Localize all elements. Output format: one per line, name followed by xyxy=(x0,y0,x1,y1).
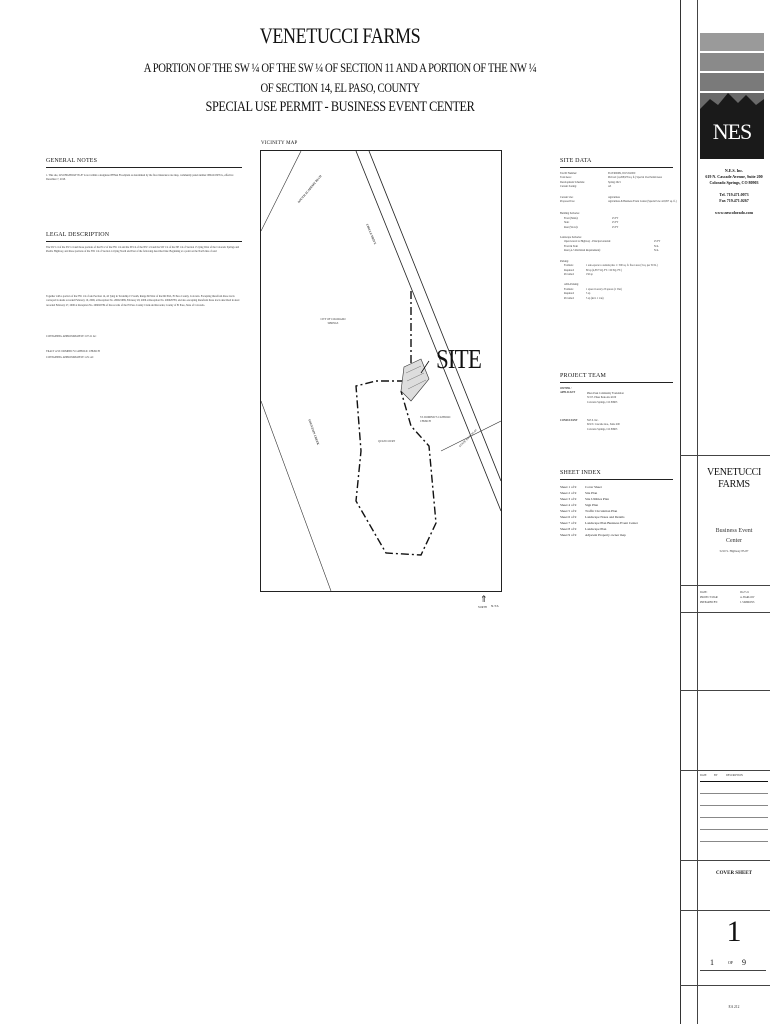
project-name-block xyxy=(700,467,768,491)
title-line-2: OF SECTION 14, EL PASO, COUNTY xyxy=(260,80,420,95)
sheet-index-row: Sheet 9 of 9 Adjacent Property owner map xyxy=(560,533,626,537)
ada-row: Provided: 5 sp (incl. 1 van) xyxy=(564,296,604,300)
pm-row: PROJECT MGR: A. BARLOW xyxy=(700,596,755,599)
map-label-highway: STATE HWY 85-87 xyxy=(458,428,479,449)
site-data-row: Tax ID Number: 6515300009, 6515312000 xyxy=(560,172,636,175)
project-sub-2: Center xyxy=(726,538,742,544)
site-data-row: Proposed Use: Agriculture & Business Event Center (Special Use 4-8,857 sq. ft.) xyxy=(560,200,677,204)
project-name-1: VENETUCCI xyxy=(707,467,761,478)
ada-heading: ADA Parking: xyxy=(564,283,579,287)
building-setbacks-heading: Building Setbacks: xyxy=(560,212,580,216)
legal-description-heading: LEGAL DESCRIPTION xyxy=(46,232,110,238)
revision-header: DATE BY DESCRIPTION xyxy=(700,774,743,777)
sheet-number: 1 xyxy=(726,915,742,948)
sheet-index-row: Sheet 2 of 9 Site Plan xyxy=(560,491,598,495)
owner-label: OWNER / APPLICANT xyxy=(560,387,576,395)
general-notes-heading: GENERAL NOTES xyxy=(46,158,98,164)
sheet-of-total: 9 xyxy=(742,958,746,967)
firm-name: N.E.S. Inc. xyxy=(724,168,744,173)
firm-block xyxy=(700,168,768,216)
nes-logo xyxy=(700,33,764,159)
site-data-row: Development Schedule: Spring 2021 xyxy=(560,180,621,184)
consultant-label: CONSULTANT xyxy=(560,419,578,422)
title-line-3: SPECIAL USE PERMIT - BUSINESS EVENT CENTER xyxy=(205,99,475,115)
sheet-index-row: Sheet 4 of 9 Sign Plan xyxy=(560,503,599,507)
north-label: NORTH xyxy=(478,606,487,609)
sheet-index-row: Sheet 5 of 9 Traffic Circulation Plan xyxy=(560,509,618,513)
site-data-row: Current Use: Agriculture xyxy=(560,195,620,199)
map-label-gate: QUATI COURT xyxy=(378,440,396,443)
prepared-row: PREPARED BY: J. SIMMONS xyxy=(700,601,755,604)
landscape-setbacks-heading: Landscape Setbacks: xyxy=(560,236,582,240)
setback-row: Rear (Worst): 25 FT xyxy=(564,225,619,229)
site-data-table xyxy=(560,172,678,301)
job-number: EA 212 xyxy=(728,1005,740,1009)
sheet-index-row: Sheet 6 of 9 Landscape Notes and Details xyxy=(560,515,625,519)
landscape-row: Front & Side: N/A xyxy=(564,244,659,248)
map-label-academy: SOUTH ACADEMY BLVD xyxy=(296,174,323,204)
date-row: DATE: 09.27.21 xyxy=(700,591,750,594)
sheet-of-word: OF xyxy=(728,960,734,965)
legal-paragraph-1: The SW 1/4 of the SW 1/4 and those portions of the E1/2 of the NW 1/4 and the SE1/4 of the NW 1/4 and the SW 1/4 of the NE 1/4 of Section 15 lying West of the Colorado Springs and Pueblo Highway, and those portions of the NW 1/4 of Section 14 lying North and East of the following described line: Beginning at a point on the North line of said xyxy=(46,246,240,254)
consultant-block: N.E.S. Inc. 619 N. Cascade Ave., Suite 200 Colorado Springs, CO 80903 xyxy=(587,419,620,431)
sheet-index-row: Sheet 1 of 9 Cover Sheet xyxy=(560,485,602,489)
firm-tel: Tel. 719.471.0073 xyxy=(719,192,749,197)
setback-row: Side: 25 FT xyxy=(564,221,619,225)
map-label-fountain: FOUNTAIN CREEK xyxy=(307,418,321,446)
parking-row: Required: 80 sp (4,857 SQ. FT. / 60 SQ. FT.) xyxy=(564,268,622,272)
site-data-row: Total Area: 96.6 AC (4,208,976 sq. ft.) Special Use Permit Area xyxy=(560,176,662,180)
owner-block: Pikes Peak Community Foundation 315 E. Pikes Peak Ave #100 Colorado Springs, CO 80903 xyxy=(587,392,624,404)
title-line-1: A PORTION OF THE SW ¼ OF THE SW ¼ OF SECTION 11 AND A PORTION OF THE NW ¼ xyxy=(143,60,537,75)
site-label: SITE xyxy=(435,344,482,374)
setback-row: Front (Main): 25 FT xyxy=(564,216,619,220)
margin-print-line xyxy=(20,690,23,1020)
map-label-city: CITY OF COLORADO SPRINGS xyxy=(320,318,346,326)
legal-acreage-1: CONTAINING APPROXIMATELY: 107.21 AC xyxy=(46,335,97,338)
legal-tract-a: TRACT A ST. DOMINIC'S CATHOLIC CHURCH xyxy=(46,350,100,353)
sheet-index-row: Sheet 7 of 9 Landscape Plan Business Event Center xyxy=(560,521,638,525)
ada-row: Required: 5 sp xyxy=(564,292,591,296)
sheet-index-list xyxy=(560,484,678,538)
legal-acreage-2: CONTAINING APPROXIMATELY: 4.51 AC xyxy=(46,356,94,359)
site-data-heading: SITE DATA xyxy=(560,158,592,164)
sheet-index-row: Sheet 8 of 9 Landscape Plan xyxy=(560,527,607,531)
sheet-title: COVER SHEET xyxy=(716,871,752,876)
legal-paragraph-2: Together with a portion of the NW 1/4 of said Section 14, all lying in Township 15 South, Range 66 West of the 6th P.M., El Paso County, Colorado. Excepting therefrom those tracts conveyed in deeds recorded February 10, 2006, at Reception No. 206021689, February 28, 2006 at Reception No. 206029783, and also excepting therefrom those tracts described in deed recorded February 27, 2006 at Reception No. 206029784 of the records of the El Paso County Clerk and Recorder, County of El Paso, State of Colorado. xyxy=(46,295,240,307)
parking-heading: Parking: xyxy=(560,259,569,263)
ada-row: Formula: 1 space in every 25 spaces (1 Van) xyxy=(564,287,622,291)
landscape-row: Open Gravel to Highway - Principal Arterial: 25 FT xyxy=(564,240,661,244)
vicinity-map-heading: VICINITY MAP xyxy=(261,141,298,146)
firm-fax: Fax 719.471.0267 xyxy=(719,198,749,203)
sheet-index-heading: SHEET INDEX xyxy=(560,470,601,476)
project-address: 5210 S. Highway 85-87 xyxy=(719,549,749,553)
map-label-church: ST. DOMINIC'S CATHOLIC CHURCH xyxy=(420,416,451,424)
general-note-1: 1. This site, 2252 HIGHWAY 85-87 is not within a designated FEMA Floodplain as determined by the flood insurance rate map, community panel number 08041C0976 G, effective December 7, 2018. xyxy=(46,174,234,182)
project-team-heading: PROJECT TEAM xyxy=(560,373,607,379)
sheet-of-current: 1 xyxy=(710,958,714,967)
nes-logo-text: NES xyxy=(712,119,752,144)
nts-label: N.T.S. xyxy=(491,604,500,608)
project-name-2: FARMS xyxy=(718,479,750,490)
date-block xyxy=(700,590,766,605)
firm-address-1: 619 N. Cascade Avenue, Suite 200 xyxy=(705,174,763,179)
landscape-row: Rear (A-5 Permitted Requirement): N/A xyxy=(564,249,659,253)
site-data-row: Current Zoning: A5 xyxy=(560,185,612,189)
parking-row: Provided: 150 sp xyxy=(564,272,593,276)
project-sub-1: Business Event xyxy=(715,528,753,534)
map-label-circle: CIRCLE DRIVE xyxy=(365,223,378,246)
firm-address-2: Colorado Springs, CO 80903 xyxy=(709,180,759,185)
north-arrow-icon: ⇑ xyxy=(480,594,488,604)
sheet-index-row: Sheet 3 of 9 Site Utilities Plan xyxy=(560,497,609,501)
firm-website[interactable]: www.nescolorado.com xyxy=(715,210,753,215)
parking-row: Formula: 1 auto-space to outside plus 1 / 500 sq. ft. floor area (3 sq. per 50 lb.) xyxy=(564,264,658,268)
project-title: VENETUCCI FARMS xyxy=(259,23,421,48)
project-sub-block xyxy=(700,526,768,546)
